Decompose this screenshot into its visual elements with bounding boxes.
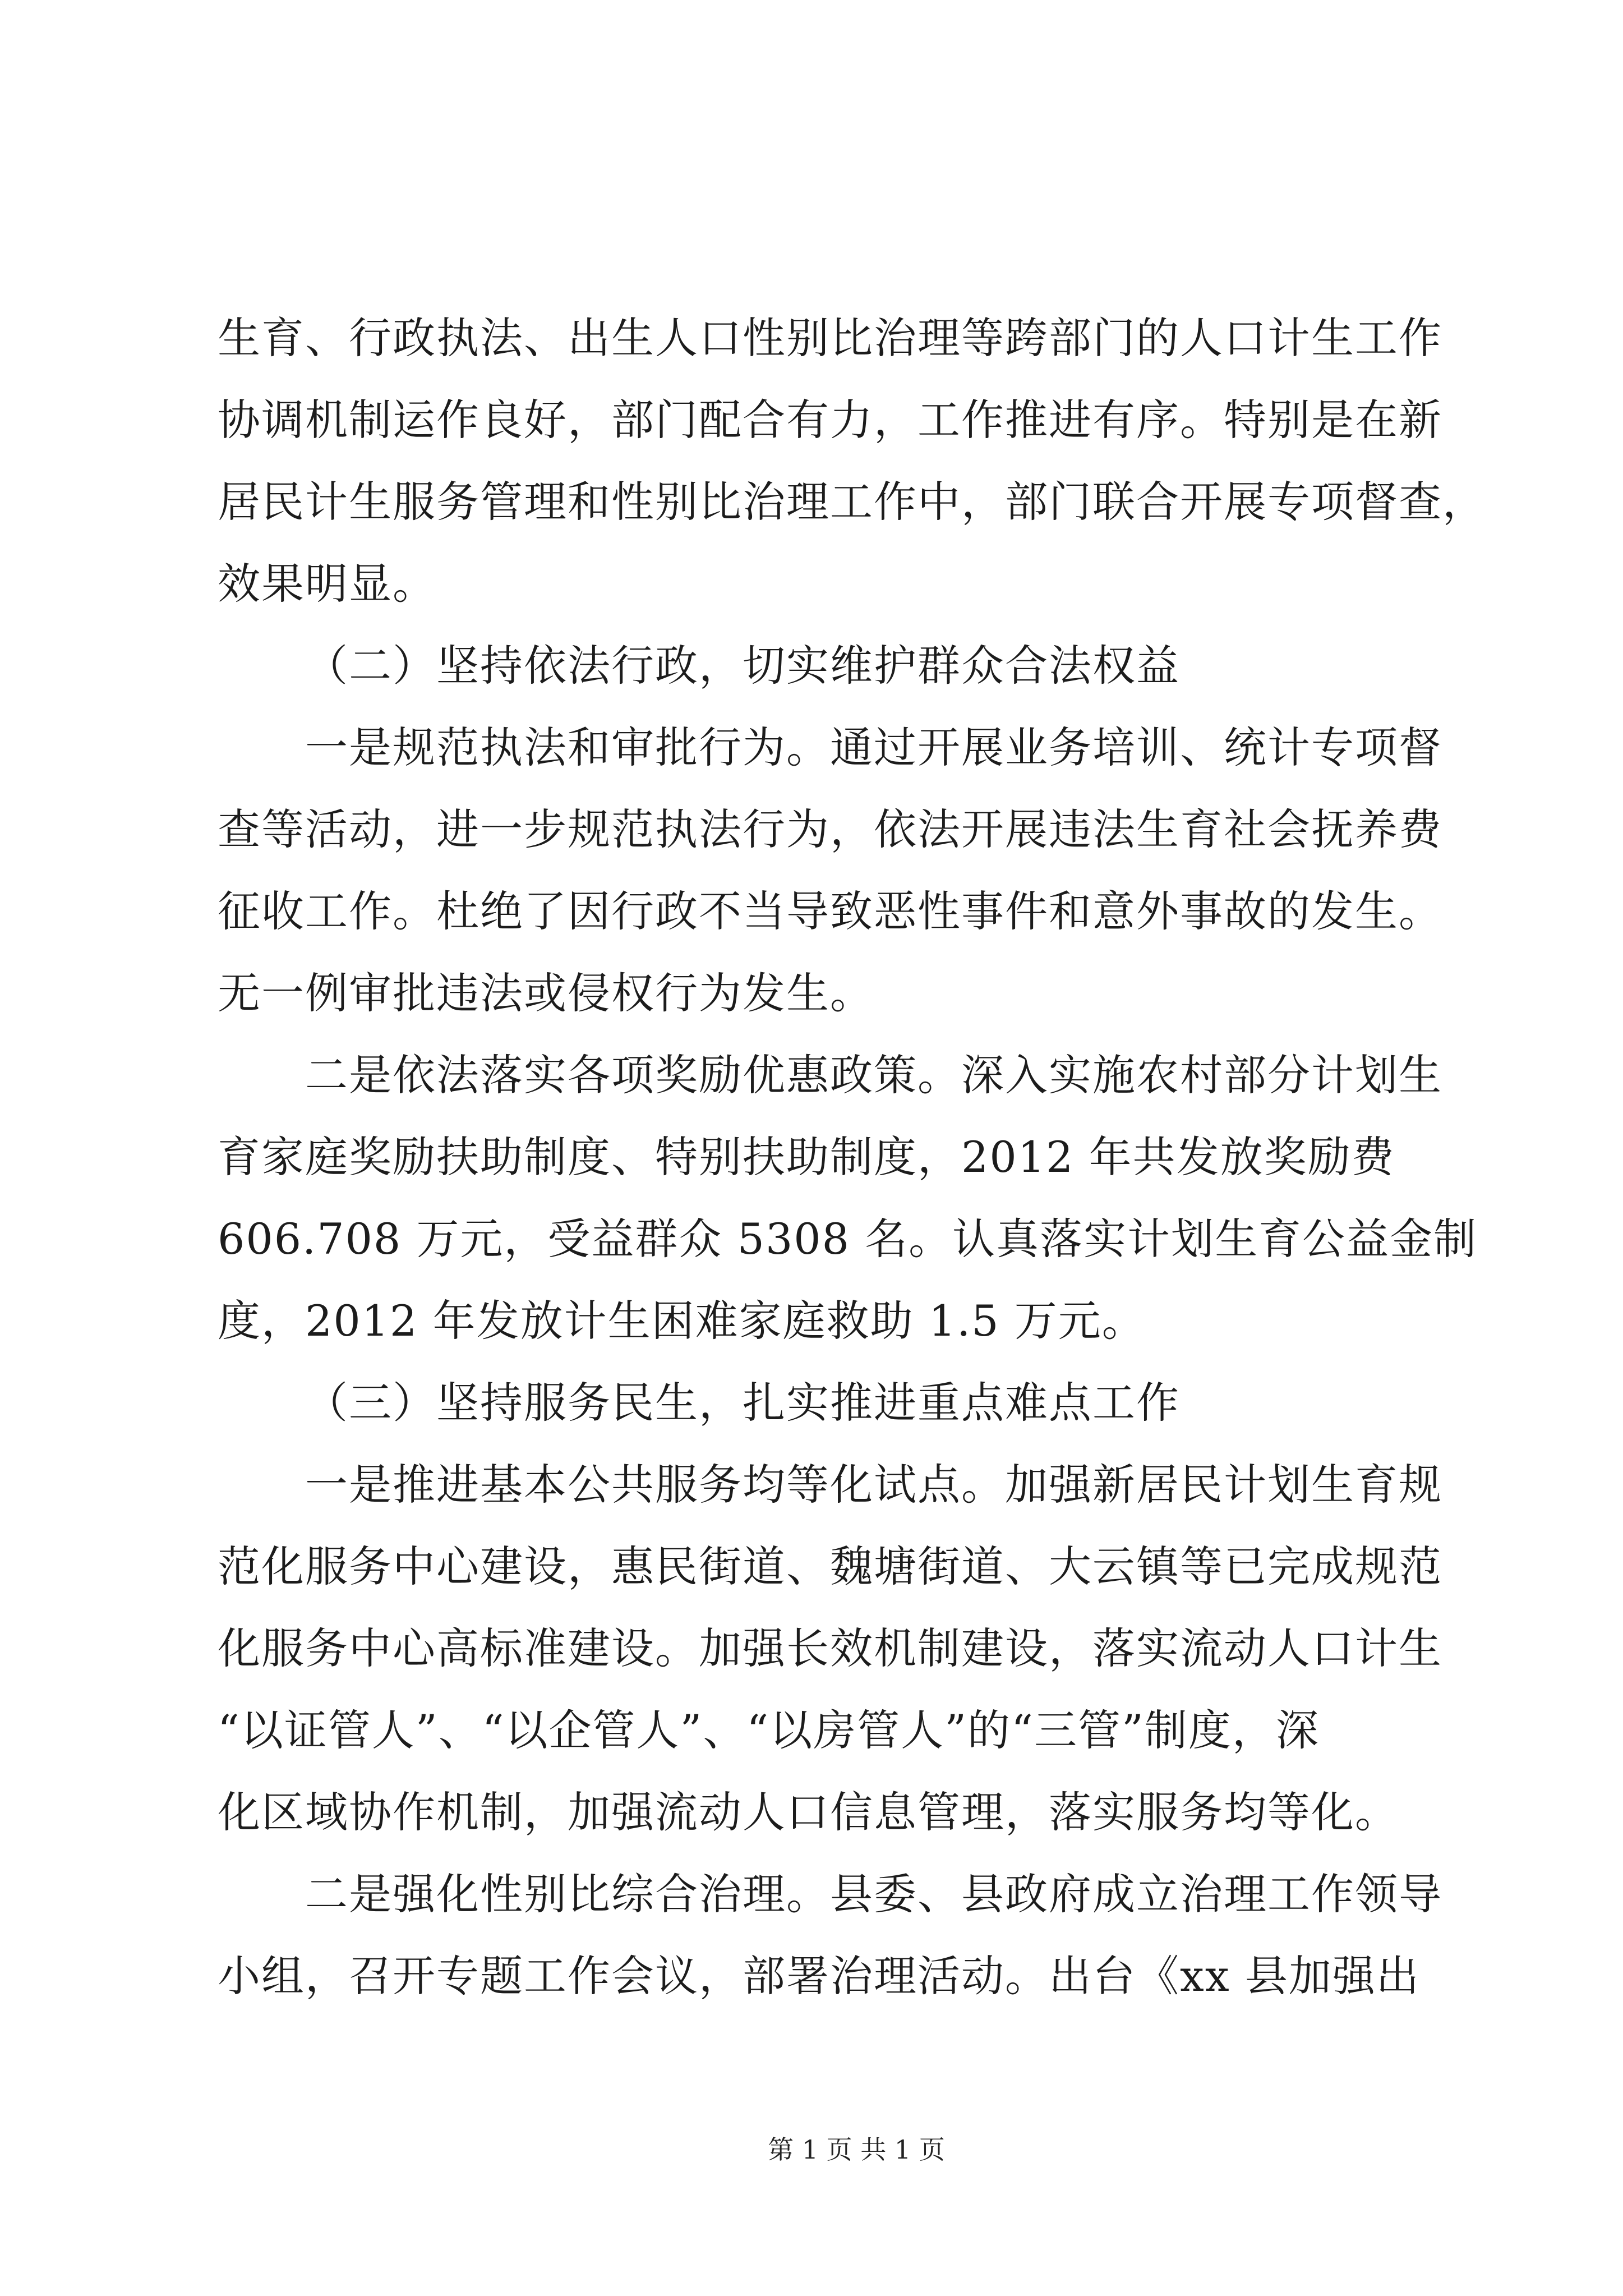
text-line: 化区域协作机制，加强流动人口信息管理，落实服务均等化。 (218, 1787, 1399, 1837)
text-line: 居民计生服务管理和性别比治理工作中，部门联合开展专项督查， (218, 477, 1486, 527)
text-line: 范化服务中心建设，惠民街道、魏塘街道、大云镇等已完成规范 (218, 1542, 1442, 1591)
text-line: 征收工作。杜绝了因行政不当导致恶性事件和意外事故的发生。 (218, 886, 1442, 936)
section-heading: （二）坚持依法行政，切实维护群众合法权益 (305, 641, 1180, 691)
text-line: 协调机制运作良好，部门配合有力，工作推进有序。特别是在新 (218, 395, 1442, 445)
page-footer: 第 1 页 共 1 页 (768, 2134, 945, 2165)
text-line: 查等活动，进一步规范执法行为，依法开展违法生育社会抚养费 (218, 804, 1442, 854)
text-line: 效果明显。 (218, 559, 436, 609)
body-text (218, 297, 1486, 2017)
text-line: 二是强化性别比综合治理。县委、县政府成立治理工作领导 (305, 1869, 1442, 1919)
text-line: 度，2012 年发放计生困难家庭救助 1.5 万元。 (218, 1296, 1146, 1346)
text-line: 育家庭奖励扶助制度、特别扶助制度，2012 年共发放奖励费 (218, 1132, 1395, 1182)
text-line: 化服务中心高标准建设。加强长效机制建设，落实流动人口计生 (218, 1623, 1442, 1673)
text-line: 一是推进基本公共服务均等化试点。加强新居民计划生育规 (305, 1460, 1442, 1510)
section-heading: （三）坚持服务民生，扎实推进重点难点工作 (305, 1378, 1180, 1428)
text-line: 无一例审批违法或侵权行为发生。 (218, 968, 874, 1018)
text-line: 二是依法落实各项奖励优惠政策。深入实施农村部分计划生 (305, 1050, 1442, 1100)
text-line: 606.708 万元，受益群众 5308 名。认真落实计划生育公益金制 (218, 1214, 1478, 1264)
text-line: “以证管人”、“以企管人”、“以房管人”的“三管”制度，深 (218, 1705, 1320, 1755)
text-line: 小组，召开专题工作会议，部署治理活动。出台《xx 县加强出 (218, 1951, 1420, 2001)
text-line: 生育、行政执法、出生人口性别比治理等跨部门的人口计生工作 (218, 313, 1442, 363)
text-line: 一是规范执法和审批行为。通过开展业务培训、统计专项督 (305, 723, 1442, 772)
